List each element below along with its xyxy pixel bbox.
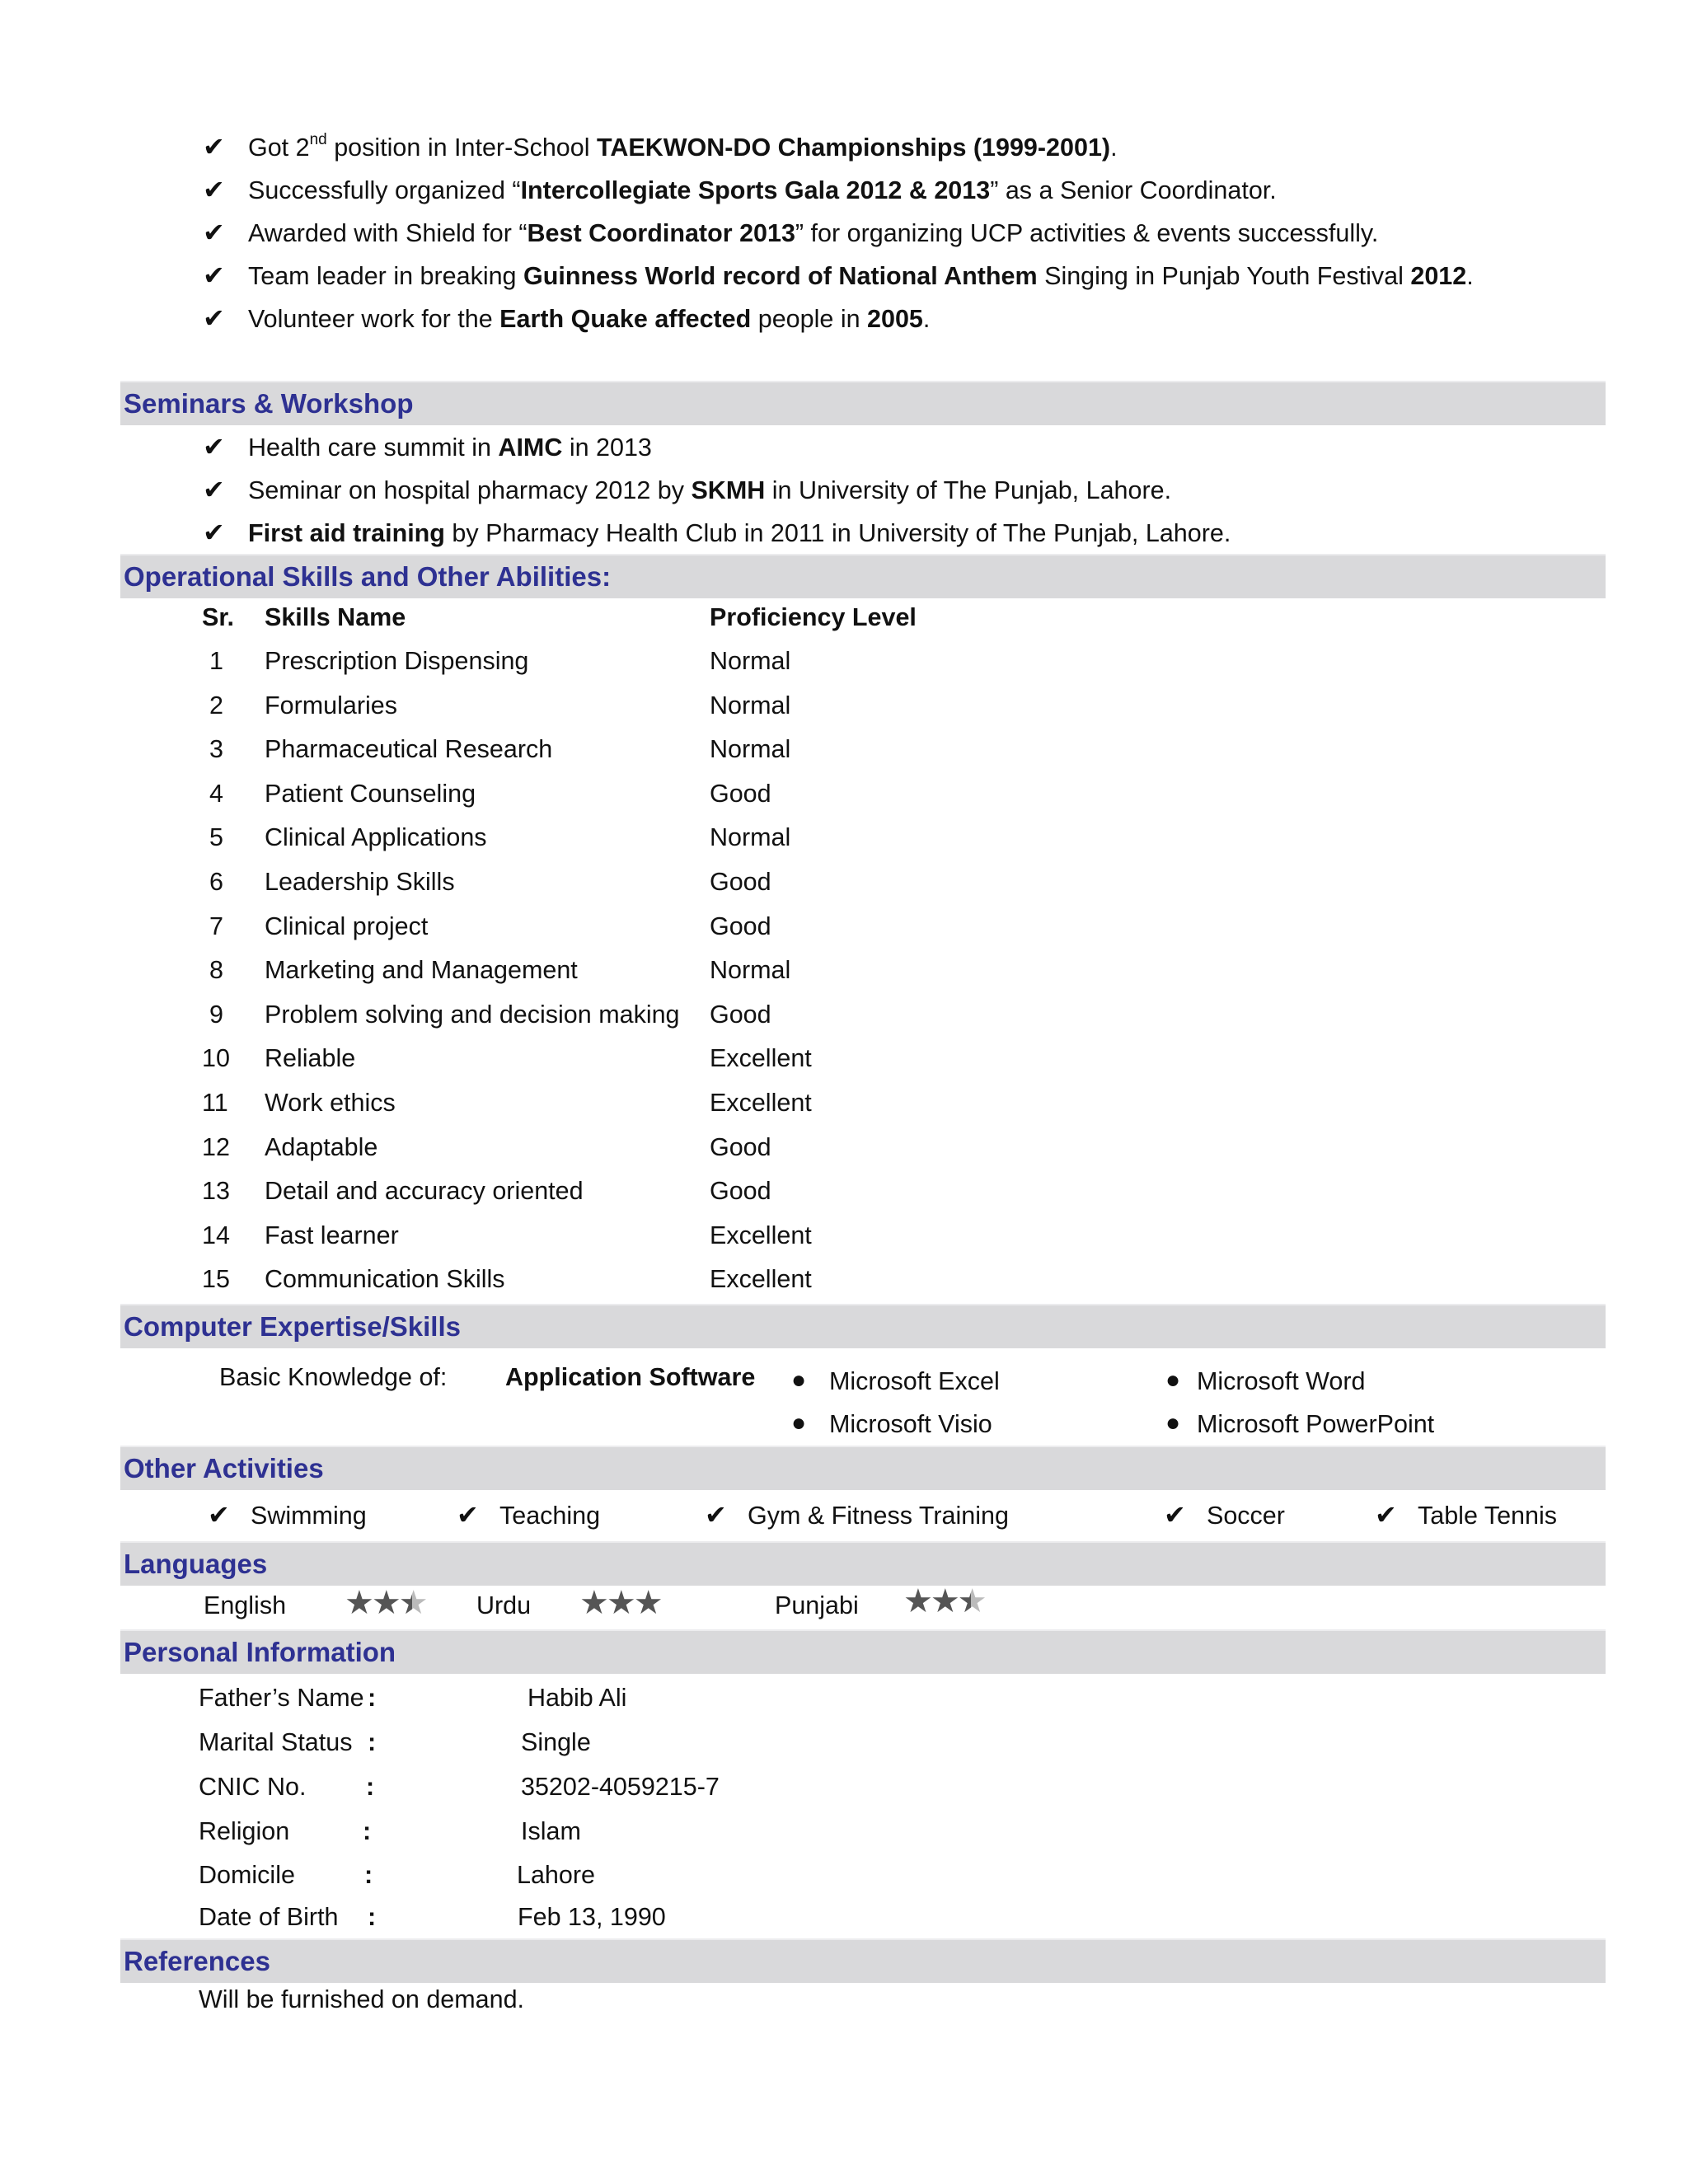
activity-item: Soccer: [1207, 1502, 1285, 1530]
skill-level: Normal: [710, 823, 791, 851]
star-icon: ★: [930, 1582, 958, 1620]
seminar-item: First aid training by Pharmacy Health Club in 2011 in University of The Punjab, Lahore.: [248, 519, 1231, 547]
personal-label: Domicile: [199, 1861, 295, 1889]
skill-name: Patient Counseling: [265, 780, 476, 808]
personal-value: Lahore: [517, 1861, 595, 1889]
activity-item: Gym & Fitness Training: [748, 1502, 1009, 1530]
skill-level: Normal: [710, 691, 791, 719]
skill-name: Pharmaceutical Research: [265, 735, 553, 763]
check-icon: ✔: [203, 302, 225, 334]
check-icon: ✔: [203, 431, 225, 462]
check-icon: ✔: [203, 517, 225, 548]
separator-colon: :: [368, 1728, 377, 1756]
language-name: Urdu: [476, 1591, 532, 1619]
achievement-item: Team leader in breaking Guinness World record of National Anthem Singing in Punjab Youth Festival 2012.: [248, 262, 1474, 290]
separator-colon: :: [364, 1861, 373, 1889]
language-rating-stars: [903, 1583, 985, 1619]
check-icon: ✔: [203, 174, 225, 205]
skill-sr: 2: [209, 691, 223, 719]
bullet-icon: ●: [791, 1366, 807, 1394]
skill-sr: 6: [209, 868, 223, 896]
personal-label: Marital Status: [199, 1728, 353, 1756]
star-icon: ★: [606, 1584, 634, 1622]
star-icon: ★: [579, 1584, 607, 1622]
seminar-item: Health care summit in AIMC in 2013: [248, 434, 652, 462]
section-header-seminars: Seminars & Workshop: [120, 381, 1606, 425]
skill-name: Problem solving and decision making: [265, 1001, 680, 1029]
skill-level: Good: [710, 780, 771, 808]
software-category: Application Software: [505, 1363, 756, 1391]
achievement-item: Awarded with Shield for “Best Coordinator 2013” for organizing UCP activities & events successfully.: [248, 219, 1379, 247]
software-item: Microsoft Word: [1197, 1367, 1366, 1395]
skill-name: Leadership Skills: [265, 868, 455, 896]
skill-sr: 14: [202, 1221, 230, 1249]
skill-name: Clinical project: [265, 912, 429, 940]
achievement-item: Volunteer work for the Earth Quake affected people in 2005.: [248, 305, 931, 333]
skills-header-name: Skills Name: [265, 603, 406, 631]
skill-level: Normal: [710, 956, 791, 984]
language-rating-stars: [579, 1585, 661, 1621]
software-item: Microsoft Excel: [829, 1367, 1000, 1395]
section-header-operational-skills: Operational Skills and Other Abilities:: [120, 554, 1606, 598]
skill-name: Marketing and Management: [265, 956, 578, 984]
skill-name: Clinical Applications: [265, 823, 487, 851]
check-icon: ✔: [203, 217, 225, 248]
skills-header-level: Proficiency Level: [710, 603, 917, 631]
skill-sr: 1: [209, 647, 223, 675]
separator-colon: :: [368, 1903, 377, 1931]
section-header-personal: Personal Information: [120, 1629, 1606, 1674]
skill-sr: 9: [209, 1001, 223, 1029]
skill-sr: 7: [209, 912, 223, 940]
references-text: Will be furnished on demand.: [199, 1985, 525, 2013]
star-icon: ★: [903, 1582, 931, 1620]
skill-level: Normal: [710, 735, 791, 763]
skill-name: Reliable: [265, 1044, 356, 1072]
section-header-activities: Other Activities: [120, 1446, 1606, 1490]
skill-sr: 8: [209, 956, 223, 984]
personal-value: Feb 13, 1990: [518, 1903, 666, 1931]
star-icon: ★: [371, 1584, 399, 1622]
skills-header-sr: Sr.: [202, 603, 235, 631]
skill-sr: 5: [209, 823, 223, 851]
skill-sr: 13: [202, 1177, 230, 1205]
language-rating-stars: [345, 1585, 426, 1621]
personal-value: Single: [521, 1728, 591, 1756]
skill-sr: 15: [202, 1265, 230, 1293]
separator-colon: :: [363, 1817, 372, 1845]
skill-level: Excellent: [710, 1265, 812, 1293]
language-name: Punjabi: [775, 1591, 859, 1619]
skill-name: Formularies: [265, 691, 398, 719]
skill-name: Prescription Dispensing: [265, 647, 529, 675]
skill-name: Communication Skills: [265, 1265, 505, 1293]
skill-name: Fast learner: [265, 1221, 399, 1249]
bullet-icon: ●: [791, 1409, 807, 1436]
skill-sr: 12: [202, 1133, 230, 1161]
skill-level: Excellent: [710, 1044, 812, 1072]
bullet-icon: ●: [1165, 1366, 1181, 1394]
language-name: English: [204, 1591, 287, 1619]
check-icon: ✔: [203, 260, 225, 291]
section-header-languages: Languages: [120, 1541, 1606, 1586]
bullet-icon: ●: [1165, 1409, 1181, 1436]
personal-value: Habib Ali: [528, 1684, 627, 1712]
skill-level: Good: [710, 1133, 771, 1161]
check-icon: ✔: [1164, 1499, 1186, 1530]
personal-label: CNIC No.: [199, 1773, 307, 1801]
software-item: Microsoft PowerPoint: [1197, 1410, 1435, 1438]
personal-label: Father’s Name: [199, 1684, 364, 1712]
star-icon: ★: [345, 1584, 372, 1622]
star-icon: ★ ★: [958, 1583, 985, 1619]
skill-sr: 10: [202, 1044, 230, 1072]
check-icon: ✔: [203, 474, 225, 505]
skill-level: Good: [710, 1001, 771, 1029]
skill-level: Good: [710, 912, 771, 940]
personal-value: Islam: [521, 1817, 581, 1845]
skill-sr: 11: [202, 1089, 228, 1117]
check-icon: ✔: [457, 1499, 479, 1530]
section-header-references: References: [120, 1938, 1606, 1983]
separator-colon: :: [368, 1684, 377, 1712]
activity-item: Table Tennis: [1418, 1502, 1558, 1530]
activity-item: Swimming: [251, 1502, 367, 1530]
skill-level: Good: [710, 868, 771, 896]
check-icon: ✔: [1375, 1499, 1397, 1530]
achievement-item: Successfully organized “Intercollegiate Sports Gala 2012 & 2013” as a Senior Coordinator.: [248, 176, 1277, 204]
software-item: Microsoft Visio: [829, 1410, 992, 1438]
skill-sr: 3: [209, 735, 223, 763]
personal-label: Religion: [199, 1817, 290, 1845]
skill-sr: 4: [209, 780, 223, 808]
skill-name: Detail and accuracy oriented: [265, 1177, 584, 1205]
skill-level: Excellent: [710, 1089, 812, 1117]
personal-value: 35202-4059215-7: [521, 1773, 720, 1801]
personal-label: Date of Birth: [199, 1903, 339, 1931]
check-icon: ✔: [203, 131, 225, 162]
separator-colon: :: [366, 1773, 375, 1801]
check-icon: ✔: [208, 1499, 230, 1530]
basic-knowledge-label: Basic Knowledge of:: [219, 1363, 448, 1391]
skill-level: Good: [710, 1177, 771, 1205]
skill-level: Excellent: [710, 1221, 812, 1249]
skill-name: Adaptable: [265, 1133, 378, 1161]
star-icon: ★: [633, 1584, 661, 1622]
check-icon: ✔: [705, 1499, 727, 1530]
skill-level: Normal: [710, 647, 791, 675]
star-icon: ★ ★: [399, 1585, 426, 1621]
section-header-computer: Computer Expertise/Skills: [120, 1304, 1606, 1348]
skill-name: Work ethics: [265, 1089, 396, 1117]
activity-item: Teaching: [499, 1502, 601, 1530]
achievement-item: Got 2nd position in Inter-School TAEKWON-DO Championships (1999-2001).: [248, 130, 1118, 162]
seminar-item: Seminar on hospital pharmacy 2012 by SKMH in University of The Punjab, Lahore.: [248, 476, 1172, 504]
